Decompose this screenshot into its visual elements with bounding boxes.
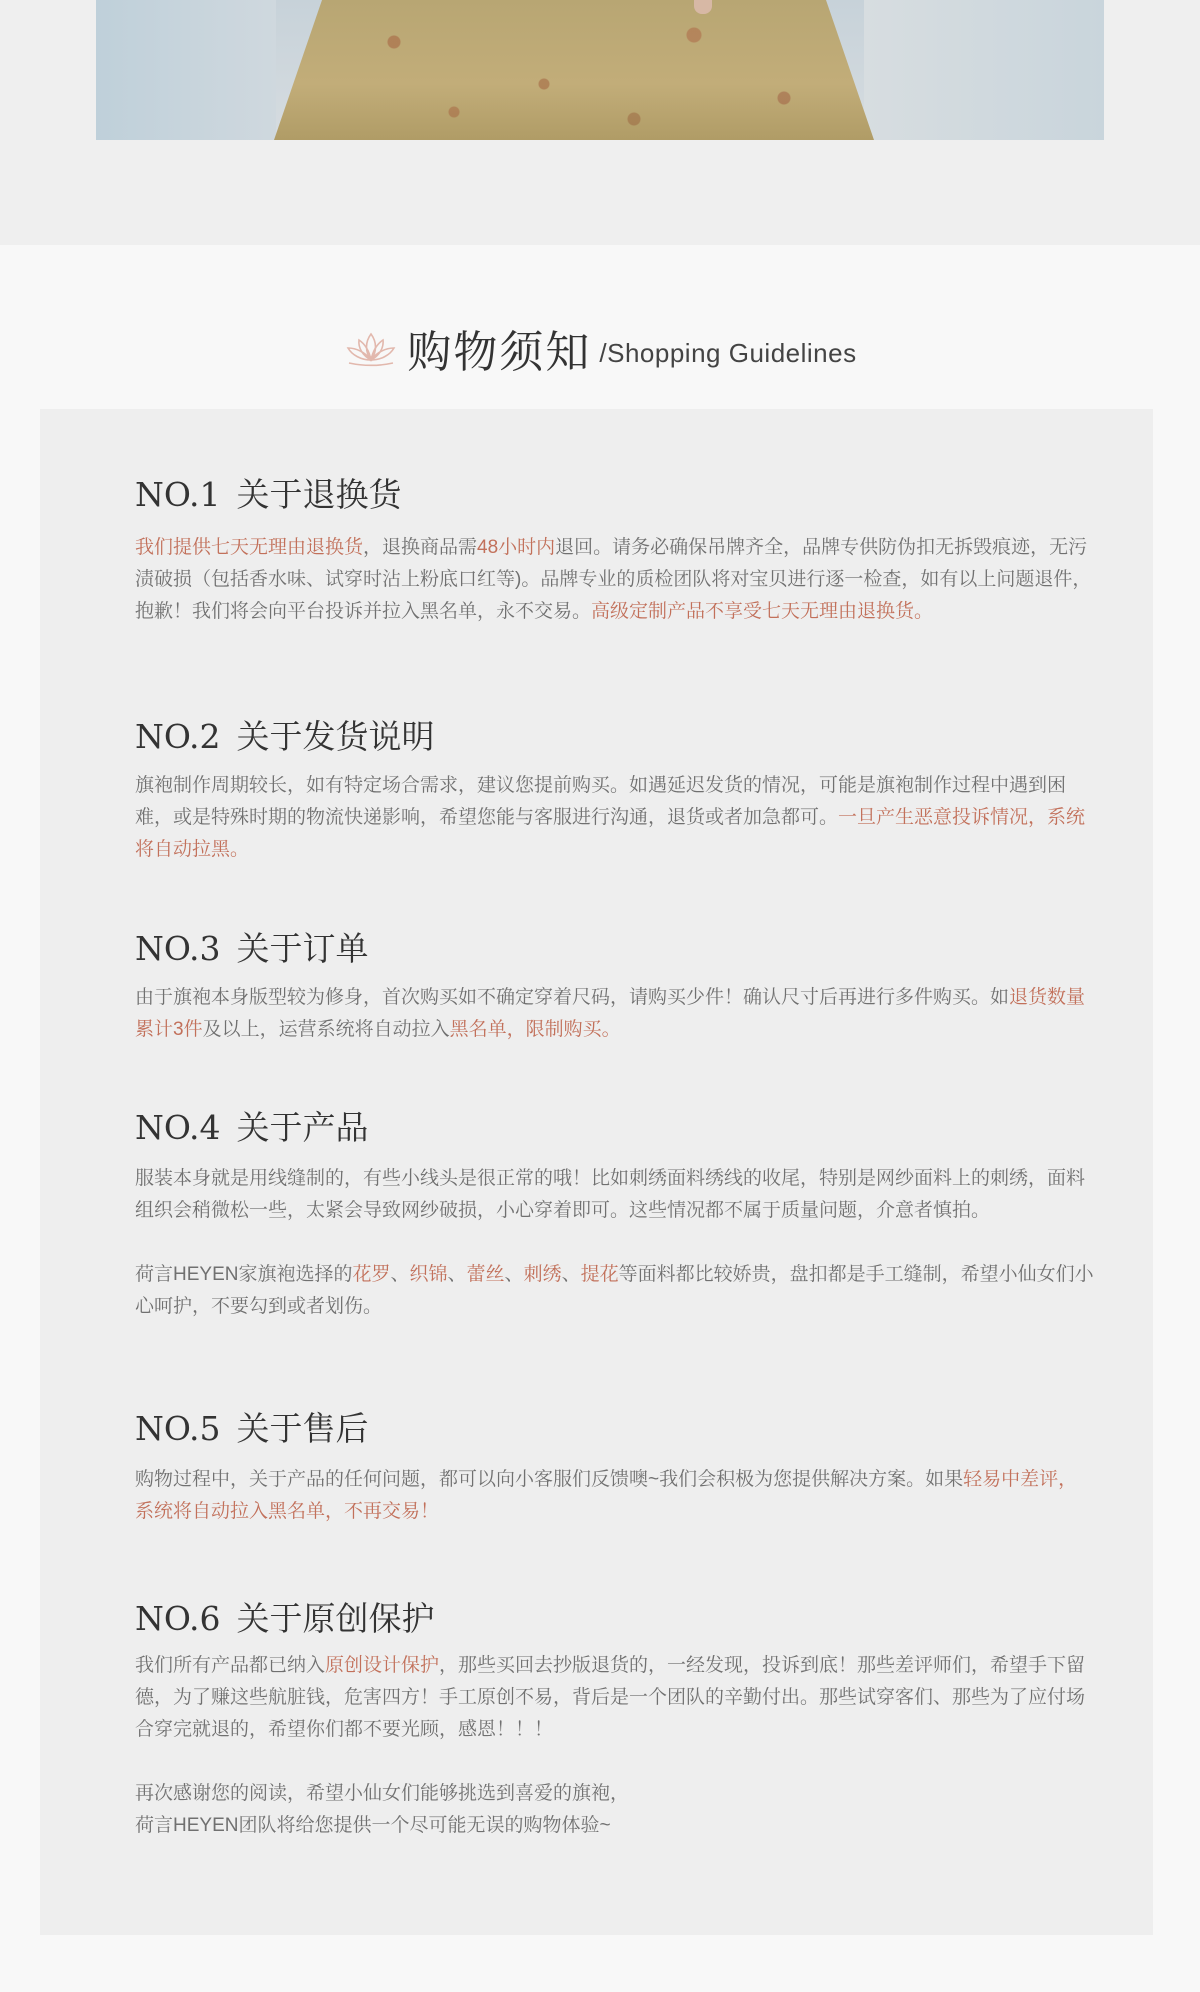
highlight-text: 蕾丝	[466, 1264, 505, 1285]
highlight-text: 高级定制产品不享受七天无理由退换货。	[591, 601, 934, 622]
section-original-protection	[135, 1594, 1095, 1842]
section-paragraph	[135, 1163, 1095, 1227]
section-title	[135, 1594, 1095, 1644]
photo-background-right	[864, 0, 1104, 140]
body-text: 、	[504, 1264, 524, 1285]
section-paragraph	[135, 532, 1095, 628]
section-paragraph	[135, 1464, 1095, 1528]
body-text: 、	[447, 1264, 467, 1285]
highlight-text: 织锦	[409, 1264, 448, 1285]
section-heading: 关于退换货	[236, 475, 402, 514]
body-text: 购物过程中，关于产品的任何问题，都可以向小客服们反馈噢~我们会积极为您提供解决方案。如果	[135, 1469, 964, 1490]
title-english: /Shopping Guidelines	[599, 337, 857, 368]
highlight-text: 原创设计保护	[325, 1655, 440, 1676]
body-text: 退回。请务必确保吊牌齐全，品牌专供防伪扣无拆毁痕迹，无污渍破损（包括香水味、试穿时沾上粉底口红等)。品牌专业的质检团队将对宝贝进行逐一检查，如有以上问题退件，抱歉！我们将会向平台投诉并拉入黑名单，永不交易。	[135, 537, 1092, 622]
section-returns	[135, 470, 1095, 628]
section-paragraph	[135, 1259, 1095, 1323]
section-orders	[135, 924, 1095, 1046]
section-number: NO.6	[135, 1599, 221, 1638]
highlight-text: 我们提供七天无理由退换货	[135, 537, 364, 558]
section-title	[135, 924, 1095, 974]
section-heading: 关于原创保护	[236, 1599, 435, 1638]
model-hand	[694, 0, 712, 14]
top-band	[0, 0, 1200, 245]
lotus-icon	[343, 328, 399, 368]
section-paragraph	[135, 770, 1095, 866]
highlight-text: 轻易中差评，系统将自动拉入黑名单，不再交易！	[135, 1469, 1078, 1522]
highlight-text: 提花	[580, 1264, 619, 1285]
body-text: 我们所有产品都已纳入	[135, 1655, 326, 1676]
page-title	[0, 318, 1200, 378]
body-text: 再次感谢您的阅读，希望小仙女们能够挑选到喜爱的旗袍，	[135, 1783, 630, 1804]
section-paragraph	[135, 1650, 1095, 1746]
body-text: 及以上，运营系统将自动拉入	[202, 1019, 450, 1040]
section-title	[135, 470, 1095, 520]
photo-background-left	[96, 0, 276, 140]
body-text: ，那些买回去抄版退货的，一经发现，投诉到底！那些差评师们，希望手下留德，为了赚这些航脏钱，危害四方！手工原创不易，背后是一个团队的辛勤付出。那些试穿客们、那些为了应付场合穿完就退的，希望你们都不要光顾，感恩！！！	[135, 1655, 1086, 1740]
body-text: 荷言HEYEN家旗袍选择的	[135, 1264, 353, 1285]
section-heading: 关于产品	[236, 1108, 369, 1147]
section-number: NO.2	[135, 717, 221, 756]
section-shipping	[135, 712, 1095, 866]
section-number: NO.4	[135, 1108, 221, 1147]
body-text: ，退换商品需	[363, 537, 478, 558]
product-photo	[96, 0, 1104, 140]
title-chinese: 购物须知	[407, 327, 592, 378]
section-paragraph	[135, 982, 1095, 1046]
highlight-text: 一旦产生恶意投诉情况，系统将自动拉黑。	[135, 807, 1086, 860]
section-title	[135, 712, 1095, 762]
body-text: 荷言HEYEN团队将给您提供一个尽可能无误的购物体验~	[135, 1815, 611, 1836]
highlight-text: 刺绣	[523, 1264, 562, 1285]
section-heading: 关于售后	[236, 1409, 369, 1448]
highlight-text: 48小时内	[477, 537, 556, 558]
section-products	[135, 1103, 1095, 1323]
section-number: NO.3	[135, 929, 221, 968]
highlight-text: 黑名单，限制购买。	[449, 1019, 621, 1040]
qipao-skirt	[274, 0, 874, 140]
body-text: 、	[561, 1264, 581, 1285]
section-after-sales	[135, 1404, 1095, 1528]
highlight-text: 花罗	[352, 1264, 391, 1285]
closing-line	[135, 1778, 1095, 1810]
section-heading: 关于订单	[236, 929, 369, 968]
body-text: 由于旗袍本身版型较为修身，首次购买如不确定穿着尺码，请购买少件！确认尺寸后再进行多件购买。如	[135, 987, 1010, 1008]
body-text: 等面料都比较娇贵，盘扣都是手工缝制，希望小仙女们小心呵护，不要勾到或者划伤。	[135, 1264, 1094, 1317]
section-title	[135, 1404, 1095, 1454]
closing-line	[135, 1810, 1095, 1842]
highlight-text: 退货数量累计3件	[135, 987, 1086, 1040]
body-text: 旗袍制作周期较长，如有特定场合需求，建议您提前购买。如遇延迟发货的情况，可能是旗袍制作过程中遇到困难，或是特殊时期的物流快递影响，希望您能与客服进行沟通，退货或者加急都可。	[135, 775, 1067, 828]
section-title	[135, 1103, 1095, 1153]
section-heading: 关于发货说明	[236, 717, 435, 756]
body-text: 服装本身就是用线缝制的，有些小线头是很正常的哦！比如刺绣面料绣线的收尾，特别是网纱面料上的刺绣，面料组织会稍微松一些，太紧会导致网纱破损，小心穿着即可。这些情况都不属于质量问题，介意者慎拍。	[135, 1168, 1086, 1221]
body-text: 、	[390, 1264, 410, 1285]
section-number: NO.5	[135, 1409, 221, 1448]
section-number: NO.1	[135, 475, 221, 514]
